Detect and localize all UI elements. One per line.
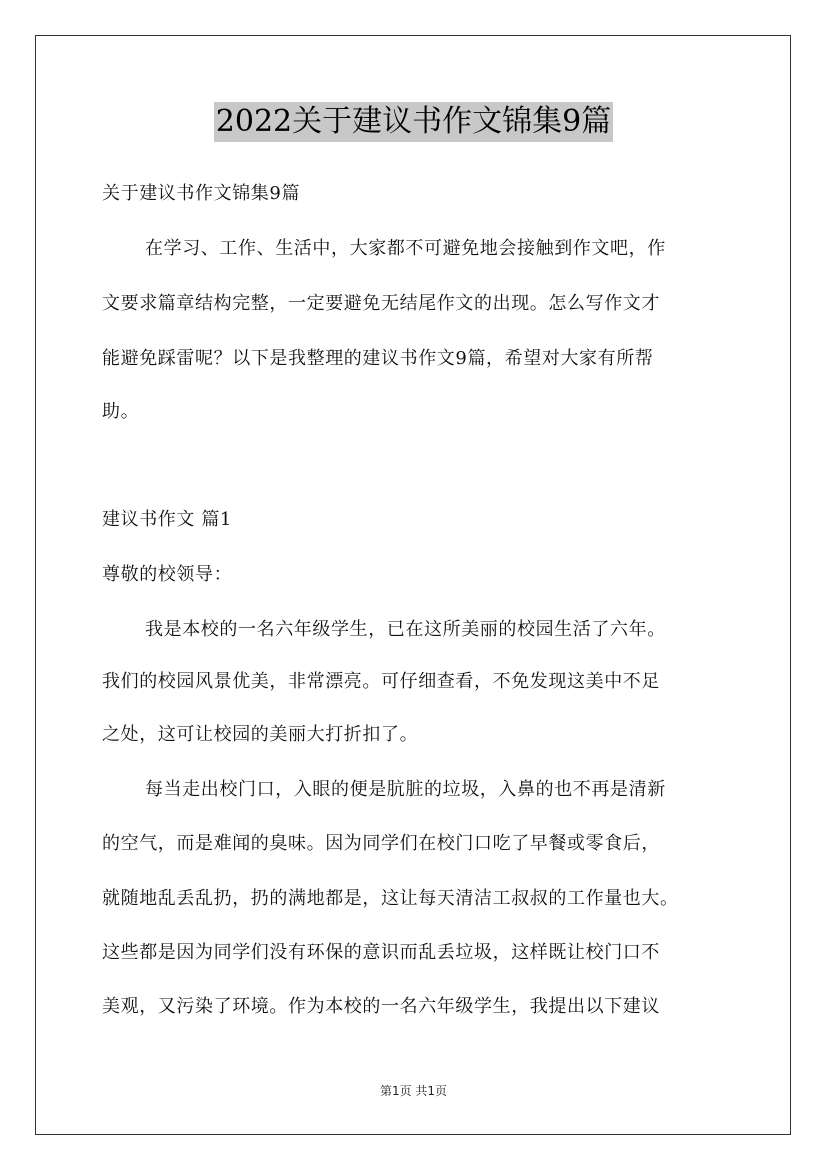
body-p2-line-3: 就随地乱丢乱扔，扔的满地都是，这让每天清洁工叔叔的工作量也大。 [102, 888, 679, 909]
body-p1-line-1: 我是本校的一名六年级学生，已在这所美丽的校园生活了六年。 [145, 619, 666, 640]
page-footer: 第1页 共1页 [379, 1084, 448, 1098]
salutation: 尊敬的校领导： [102, 564, 233, 585]
title-container [0, 102, 827, 142]
intro-line-1: 在学习、工作、生活中，大家都不可避免地会接触到作文吧，作 [145, 238, 666, 259]
body-p2-line-4: 这些都是因为同学们没有环保的意识而乱丢垃圾，这样既让校门口不 [102, 942, 660, 963]
body-p1-line-3: 之处，这可让校园的美丽大打折扣了。 [102, 724, 419, 745]
intro-line-2: 文要求篇章结构完整，一定要避免无结尾作文的出现。怎么写作文才 [102, 293, 660, 314]
body-p1-line-2: 我们的校园风景优美，非常漂亮。可仔细查看，不免发现这美中不足 [102, 671, 660, 692]
body-p2-line-1: 每当走出校门口，入眼的便是肮脏的垃圾，入鼻的也不再是清新 [145, 779, 666, 800]
body-p2-line-2: 的空气，而是难闻的臭味。因为同学们在校门口吃了早餐或零食后， [102, 833, 660, 854]
body-p2-line-5: 美观，又污染了环境。作为本校的一名六年级学生，我提出以下建议 [102, 996, 660, 1017]
intro-line-4: 助。 [102, 401, 140, 422]
document-subtitle: 关于建议书作文锦集9篇 [102, 183, 301, 204]
document-title: 2022关于建议书作文锦集9篇 [214, 102, 613, 142]
section-heading: 建议书作文 篇1 [102, 509, 232, 530]
intro-line-3: 能避免踩雷呢？以下是我整理的建议书作文9篇，希望对大家有所帮 [102, 348, 654, 369]
